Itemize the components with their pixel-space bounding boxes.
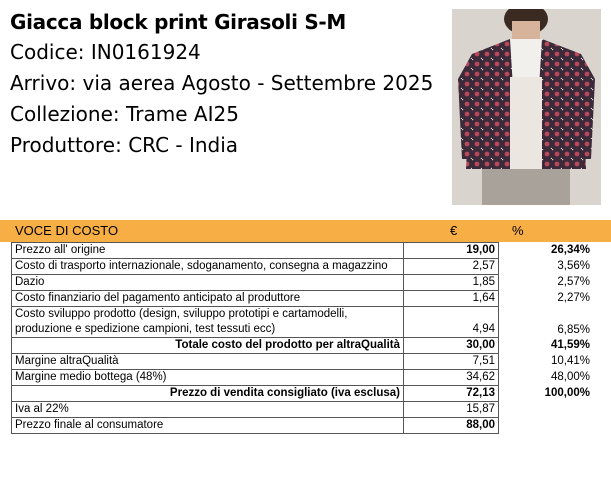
row-label: Prezzo finale al consumatore [12, 418, 404, 434]
header-voce: VOCE DI COSTO [15, 223, 119, 238]
row-percent: 41,59% [550, 339, 590, 351]
product-header [10, 8, 440, 160]
row-label-line: produzione e spedizione campioni, test tessuti ecc) [15, 323, 276, 335]
row-value: 1,85 [404, 275, 499, 291]
product-producer: Produttore: CRC - India [10, 133, 239, 157]
row-value: 7,51 [404, 354, 499, 370]
table-row [12, 291, 594, 307]
row-label: Prezzo di vendita consigliato (iva esclusa) [12, 386, 404, 402]
row-value: 19,00 [404, 243, 499, 259]
table-row [12, 259, 594, 275]
table-row [12, 402, 594, 418]
product-title: Giacca block print Girasoli S-M [10, 10, 347, 34]
row-percent: 26,34% [550, 244, 590, 256]
row-value: 1,64 [404, 291, 499, 307]
row-value: 4,94 [404, 307, 499, 338]
table-row [12, 243, 594, 259]
row-label-line: Costo sviluppo prodotto (design, sviluppo prototipi e cartamodelli, [15, 308, 348, 320]
product-photo [452, 9, 601, 205]
row-percent: 100,00% [544, 387, 590, 399]
row-percent: 6,85% [557, 323, 590, 336]
row-label: Prezzo all' origine [12, 243, 404, 259]
row-percent [499, 418, 594, 434]
cost-table-header [0, 220, 611, 242]
row-percent: 10,41% [550, 355, 590, 367]
table-row [12, 307, 594, 338]
row-value: 2,57 [404, 259, 499, 275]
row-label: Costo di trasporto internazionale, sdoganamento, consegna a magazzino [12, 259, 404, 275]
cost-table [11, 242, 594, 434]
row-percent [499, 402, 594, 418]
row-value: 88,00 [404, 418, 499, 434]
row-value: 30,00 [404, 338, 499, 354]
product-arrival: Arrivo: via aerea Agosto - Settembre 2025 [10, 71, 434, 95]
row-percent: 48,00% [550, 371, 590, 383]
table-row [12, 418, 594, 434]
row-label: Dazio [12, 275, 404, 291]
table-row [12, 354, 594, 370]
row-label: Costo finanziario del pagamento anticipato al produttore [12, 291, 404, 307]
row-percent: 2,57% [557, 276, 590, 288]
header-currency: € [450, 223, 458, 238]
row-percent: 3,56% [557, 260, 590, 272]
table-row-total [12, 386, 594, 402]
row-label-multiline [12, 307, 404, 338]
row-percent: 2,27% [557, 292, 590, 304]
table-row [12, 370, 594, 386]
row-value: 72,13 [404, 386, 499, 402]
product-code: Codice: IN0161924 [10, 40, 201, 64]
row-value: 34,62 [404, 370, 499, 386]
table-row-total [12, 338, 594, 354]
row-label: Margine altraQualità [12, 354, 404, 370]
header-percent: % [512, 223, 524, 238]
row-label: Margine medio bottega (48%) [12, 370, 404, 386]
row-label: Iva al 22% [12, 402, 404, 418]
product-collection: Collezione: Trame AI25 [10, 102, 239, 126]
row-value: 15,87 [404, 402, 499, 418]
table-row [12, 275, 594, 291]
jacket-model-image [452, 9, 601, 205]
row-label: Totale costo del prodotto per altraQualità [12, 338, 404, 354]
